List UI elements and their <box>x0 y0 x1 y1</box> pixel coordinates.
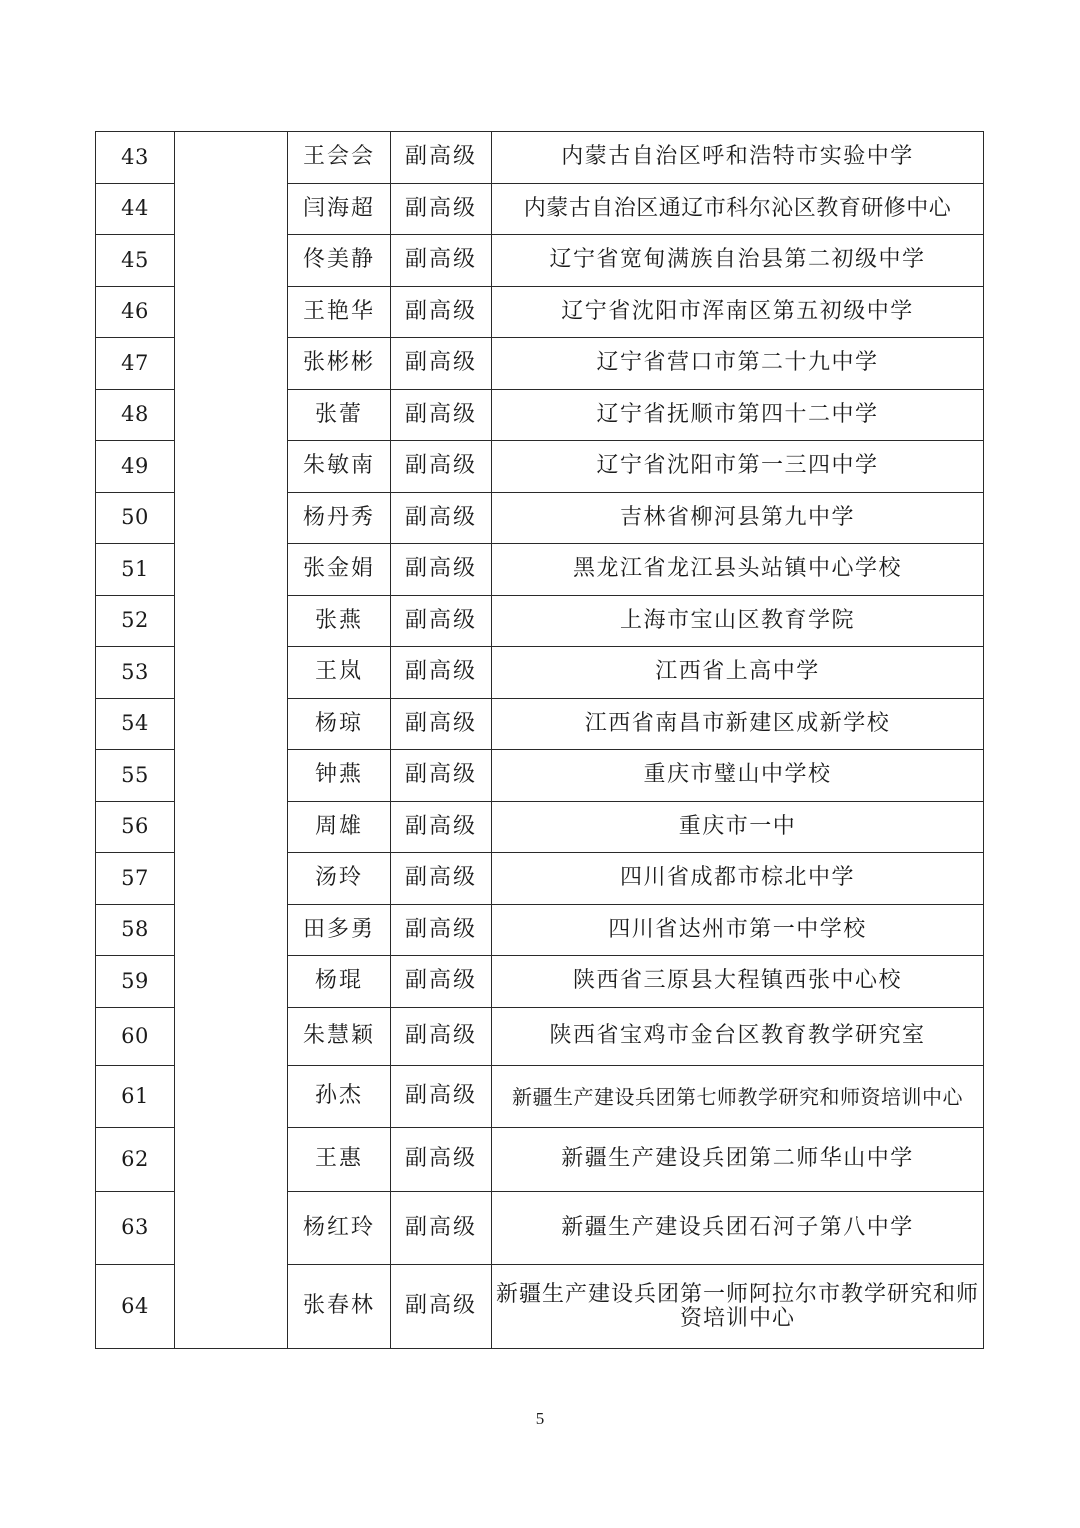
row-number: 48 <box>96 390 175 441</box>
row-number: 43 <box>96 132 175 184</box>
work-unit: 江西省南昌市新建区成新学校 <box>492 699 984 750</box>
teacher-name: 杨红玲 <box>288 1192 391 1265</box>
professional-title: 副高级 <box>391 544 492 596</box>
row-number: 63 <box>96 1192 175 1265</box>
professional-title: 副高级 <box>391 493 492 544</box>
teacher-name: 汤玲 <box>288 853 391 905</box>
professional-title: 副高级 <box>391 699 492 750</box>
row-number: 57 <box>96 853 175 905</box>
row-number: 60 <box>96 1008 175 1066</box>
professional-title: 副高级 <box>391 750 492 802</box>
work-unit: 吉林省柳河县第九中学 <box>492 493 984 544</box>
row-number: 58 <box>96 905 175 956</box>
teacher-name: 张春林 <box>288 1265 391 1349</box>
teacher-name: 佟美静 <box>288 235 391 287</box>
row-number: 51 <box>96 544 175 596</box>
row-number: 49 <box>96 441 175 493</box>
work-unit: 陕西省宝鸡市金台区教育教学研究室 <box>492 1008 984 1066</box>
teacher-name: 张彬彬 <box>288 338 391 390</box>
teacher-name: 朱敏南 <box>288 441 391 493</box>
teacher-list-table <box>95 131 984 1349</box>
work-unit: 陕西省三原县大程镇西张中心校 <box>492 956 984 1008</box>
teacher-name: 朱慧颖 <box>288 1008 391 1066</box>
professional-title: 副高级 <box>391 647 492 699</box>
work-unit: 辽宁省沈阳市浑南区第五初级中学 <box>492 287 984 338</box>
page-number: 5 <box>535 1409 545 1428</box>
professional-title: 副高级 <box>391 1066 492 1128</box>
row-number: 45 <box>96 235 175 287</box>
professional-title: 副高级 <box>391 235 492 287</box>
work-unit: 新疆生产建设兵团第二师华山中学 <box>492 1128 984 1192</box>
row-number: 62 <box>96 1128 175 1192</box>
row-number: 53 <box>96 647 175 699</box>
work-unit: 四川省达州市第一中学校 <box>492 905 984 956</box>
professional-title: 副高级 <box>391 802 492 853</box>
work-unit: 新疆生产建设兵团石河子第八中学 <box>492 1192 984 1265</box>
row-number: 61 <box>96 1066 175 1128</box>
work-unit: 新疆生产建设兵团第七师教学研究和师资培训中心 <box>492 1066 984 1128</box>
work-unit: 新疆生产建设兵团第一师阿拉尔市教学研究和师资培训中心 <box>492 1265 984 1349</box>
professional-title: 副高级 <box>391 905 492 956</box>
work-unit: 四川省成都市棕北中学 <box>492 853 984 905</box>
professional-title: 副高级 <box>391 287 492 338</box>
teacher-name: 王会会 <box>288 132 391 184</box>
professional-title: 副高级 <box>391 1192 492 1265</box>
work-unit: 重庆市一中 <box>492 802 984 853</box>
merged-group-cell <box>175 132 288 1349</box>
work-unit: 辽宁省宽甸满族自治县第二初级中学 <box>492 235 984 287</box>
teacher-name: 张蕾 <box>288 390 391 441</box>
work-unit: 辽宁省抚顺市第四十二中学 <box>492 390 984 441</box>
professional-title: 副高级 <box>391 390 492 441</box>
work-unit: 辽宁省营口市第二十九中学 <box>492 338 984 390</box>
professional-title: 副高级 <box>391 1128 492 1192</box>
professional-title: 副高级 <box>391 853 492 905</box>
work-unit: 内蒙古自治区通辽市科尔沁区教育研修中心 <box>492 184 984 235</box>
row-number: 52 <box>96 596 175 647</box>
teacher-name: 田多勇 <box>288 905 391 956</box>
row-number: 64 <box>96 1265 175 1349</box>
row-number: 50 <box>96 493 175 544</box>
table-row <box>96 132 984 184</box>
professional-title: 副高级 <box>391 1008 492 1066</box>
teacher-name: 杨丹秀 <box>288 493 391 544</box>
row-number: 59 <box>96 956 175 1008</box>
professional-title: 副高级 <box>391 338 492 390</box>
teacher-name: 王惠 <box>288 1128 391 1192</box>
teacher-name: 杨琼 <box>288 699 391 750</box>
teacher-name: 杨琨 <box>288 956 391 1008</box>
professional-title: 副高级 <box>391 596 492 647</box>
professional-title: 副高级 <box>391 1265 492 1349</box>
work-unit: 上海市宝山区教育学院 <box>492 596 984 647</box>
row-number: 44 <box>96 184 175 235</box>
teacher-name: 张金娟 <box>288 544 391 596</box>
row-number: 54 <box>96 699 175 750</box>
work-unit: 江西省上高中学 <box>492 647 984 699</box>
professional-title: 副高级 <box>391 441 492 493</box>
teacher-name: 孙杰 <box>288 1066 391 1128</box>
teacher-name: 王艳华 <box>288 287 391 338</box>
teacher-name: 闫海超 <box>288 184 391 235</box>
professional-title: 副高级 <box>391 184 492 235</box>
work-unit: 重庆市璧山中学校 <box>492 750 984 802</box>
professional-title: 副高级 <box>391 132 492 184</box>
row-number: 47 <box>96 338 175 390</box>
teacher-name: 张燕 <box>288 596 391 647</box>
row-number: 55 <box>96 750 175 802</box>
work-unit: 辽宁省沈阳市第一三四中学 <box>492 441 984 493</box>
professional-title: 副高级 <box>391 956 492 1008</box>
row-number: 56 <box>96 802 175 853</box>
work-unit: 黑龙江省龙江县头站镇中心学校 <box>492 544 984 596</box>
work-unit: 内蒙古自治区呼和浩特市实验中学 <box>492 132 984 184</box>
teacher-name: 钟燕 <box>288 750 391 802</box>
teacher-name: 王岚 <box>288 647 391 699</box>
teacher-name: 周雄 <box>288 802 391 853</box>
row-number: 46 <box>96 287 175 338</box>
